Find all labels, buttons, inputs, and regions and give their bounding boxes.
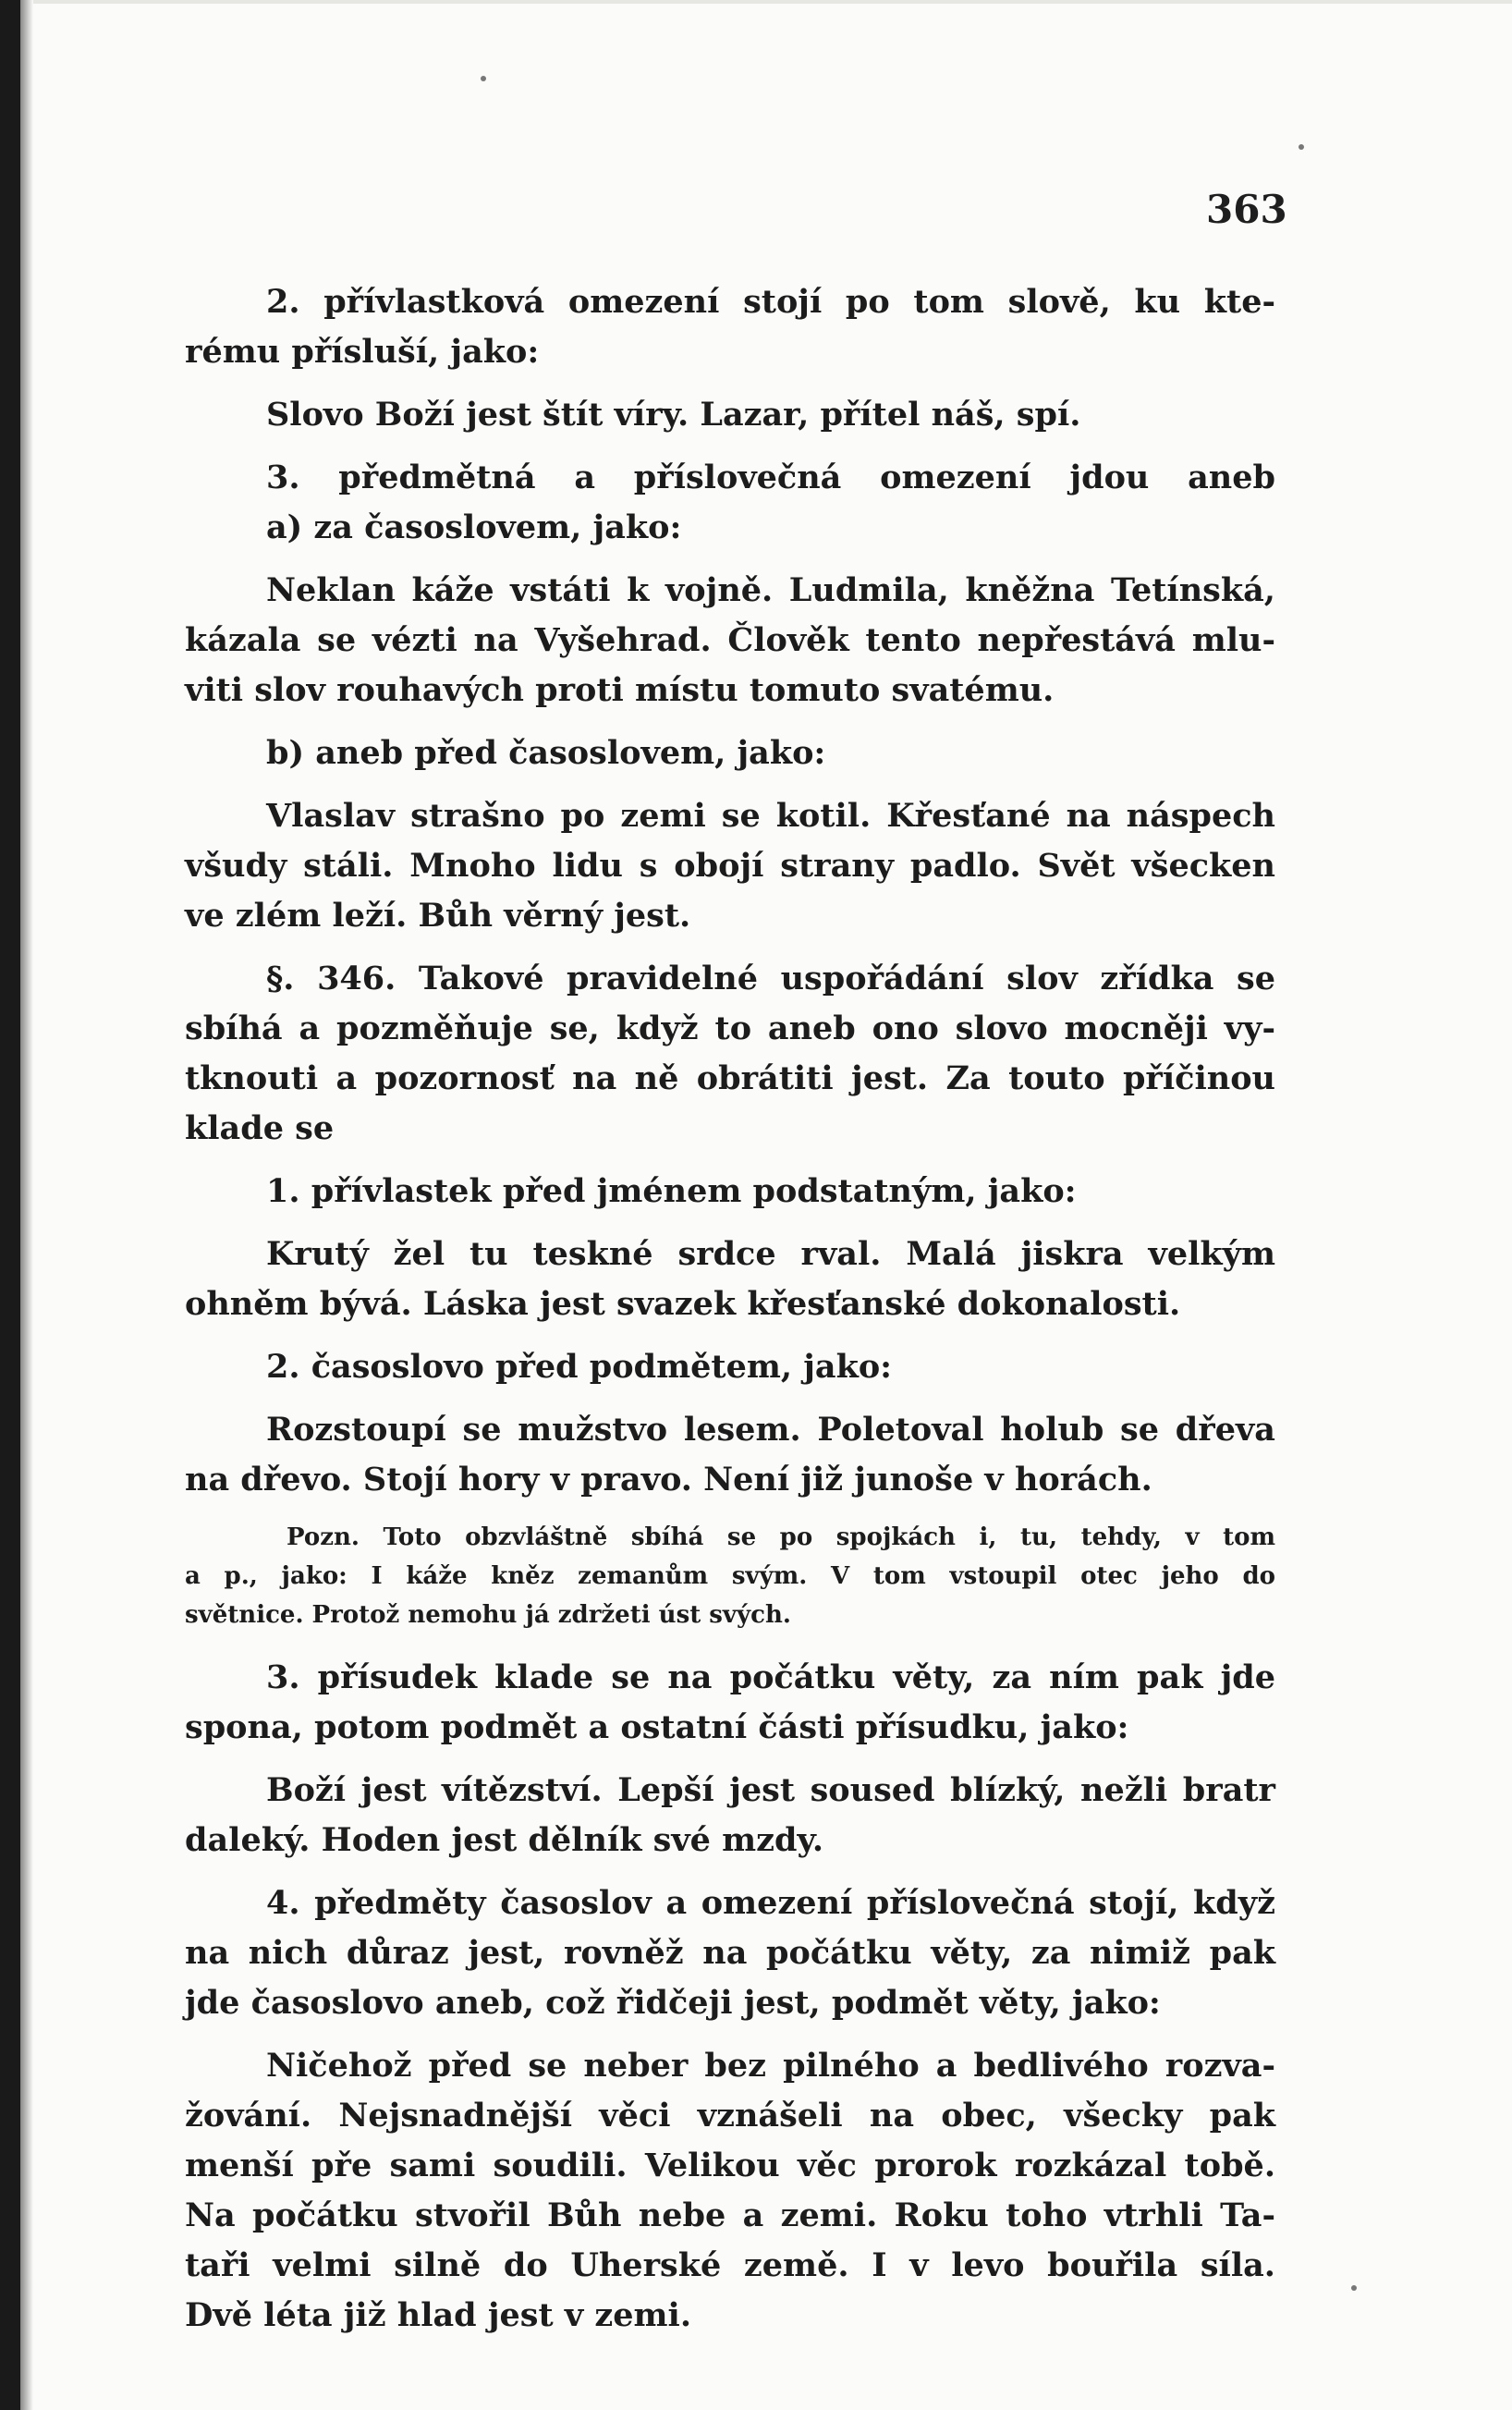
text-line: klade se — [185, 1109, 335, 1147]
body-text — [185, 277, 1275, 2354]
text-line: §. 346. Takové pravidelné uspořádání slov zřídka se — [266, 960, 1275, 997]
text-line: Na počátku stvořil Bůh nebe a zemi. Roku toho vtrhli Ta- — [185, 2196, 1275, 2234]
page-top-edge — [33, 0, 1512, 4]
text-line: a p., jako: I káže kněz zemanům svým. V tom vstoupil otec jeho do — [185, 1562, 1275, 1590]
text-line: 3. předmětná a příslovečná omezení jdou aneb — [266, 459, 1275, 496]
paragraph — [185, 277, 1275, 377]
text-line: jde časoslovo aneb, což řidčeji jest, podmět věty, jako: — [185, 1984, 1161, 2022]
text-line: Ničehož před se neber bez pilného a bedlivého rozva- — [266, 2047, 1275, 2085]
page-number: 363 — [1206, 187, 1287, 232]
text-line: ve zlém leží. Bůh věrný jest. — [185, 897, 691, 935]
text-line: 2. časoslovo před podmětem, jako: — [266, 1348, 893, 1386]
paragraph — [185, 2041, 1275, 2341]
text-line: tknouti a pozornosť na ně obrátiti jest. Za touto příčinou — [185, 1059, 1275, 1097]
text-line: 3. přísudek klade se na počátku věty, za ním pak jde — [266, 1658, 1275, 1696]
paragraph — [185, 1766, 1275, 1866]
paper-speck — [481, 76, 486, 81]
text-line: 1. přívlastek před jménem podstatným, jako: — [266, 1172, 1077, 1210]
text-line: Neklan káže vstáti k vojně. Ludmila, kněžna Tetínská, — [266, 571, 1275, 609]
text-line: Krutý žel tu teskné srdce rval. Malá jiskra velkým — [266, 1235, 1275, 1273]
paragraph — [185, 390, 1275, 440]
paragraph — [185, 1167, 1275, 1217]
paragraph — [185, 954, 1275, 1154]
text-line: Vlaslav strašno po zemi se kotil. Křesťané na náspech — [266, 797, 1275, 835]
text-line: a) za časoslovem, jako: — [266, 508, 682, 546]
text-line: menší pře sami soudili. Velikou věc prorok rozkázal tobě. — [185, 2147, 1275, 2184]
footnote — [185, 1518, 1275, 1634]
text-line: 4. předměty časoslov a omezení příslovečná stojí, když — [266, 1884, 1275, 1922]
text-line: ohněm bývá. Láska jest svazek křesťanské dokonalosti. — [185, 1285, 1181, 1323]
paragraph — [185, 1878, 1275, 2028]
text-line: na nich důraz jest, rovněž na počátku věty, za nimiž pak — [185, 1934, 1275, 1972]
binding-edge — [0, 0, 20, 2410]
text-line: taři velmi silně do Uherské země. I v levo bouřila síla. — [185, 2246, 1275, 2284]
text-line: 2. přívlastková omezení stojí po tom slově, ku kte- — [266, 283, 1275, 321]
text-line: rému přísluší, jako: — [185, 333, 540, 371]
text-line: b) aneb před časoslovem, jako: — [266, 734, 826, 772]
text-line: spona, potom podmět a ostatní části přísudku, jako: — [185, 1708, 1129, 1746]
paragraph — [185, 453, 1275, 553]
text-line: daleký. Hoden jest dělník své mzdy. — [185, 1821, 824, 1859]
text-line: Boží jest vítězství. Lepší jest soused blízký, nežli bratr — [266, 1771, 1275, 1809]
text-line: světnice. Protož nemohu já zdržeti úst svých. — [185, 1601, 791, 1629]
paragraph — [185, 1405, 1275, 1505]
text-line: kázala se vézti na Vyšehrad. Člověk tento nepřestává mlu- — [185, 621, 1275, 659]
paragraph — [185, 1229, 1275, 1329]
paragraph — [185, 728, 1275, 778]
paragraph — [185, 791, 1275, 941]
text-line: všudy stáli. Mnoho lidu s obojí strany padlo. Svět všecken — [185, 847, 1275, 885]
paragraph — [185, 1653, 1275, 1753]
paragraph — [185, 1342, 1275, 1392]
text-line: sbíhá a pozměňuje se, když to aneb ono slovo mocněji vy- — [185, 1009, 1275, 1047]
text-line: viti slov rouhavých proti místu tomuto svatému. — [185, 671, 1055, 709]
paper-speck — [1351, 2285, 1357, 2291]
text-line: Dvě léta již hlad jest v zemi. — [185, 2296, 692, 2334]
paragraph — [185, 566, 1275, 716]
paper-speck — [1299, 144, 1304, 150]
text-line: Rozstoupí se mužstvo lesem. Poletoval holub se dřeva — [266, 1411, 1275, 1449]
text-line: na dřevo. Stojí hory v pravo. Není již junoše v horách. — [185, 1461, 1152, 1499]
text-line: Pozn. Toto obzvláštně sbíhá se po spojkách i, tu, tehdy, v tom — [287, 1523, 1275, 1551]
text-line: Slovo Boží jest štít víry. Lazar, přítel náš, spí. — [266, 396, 1081, 434]
text-line: žování. Nejsnadnější věci vznášeli na obec, všecky pak — [185, 2097, 1275, 2135]
binding-shadow — [20, 0, 33, 2410]
